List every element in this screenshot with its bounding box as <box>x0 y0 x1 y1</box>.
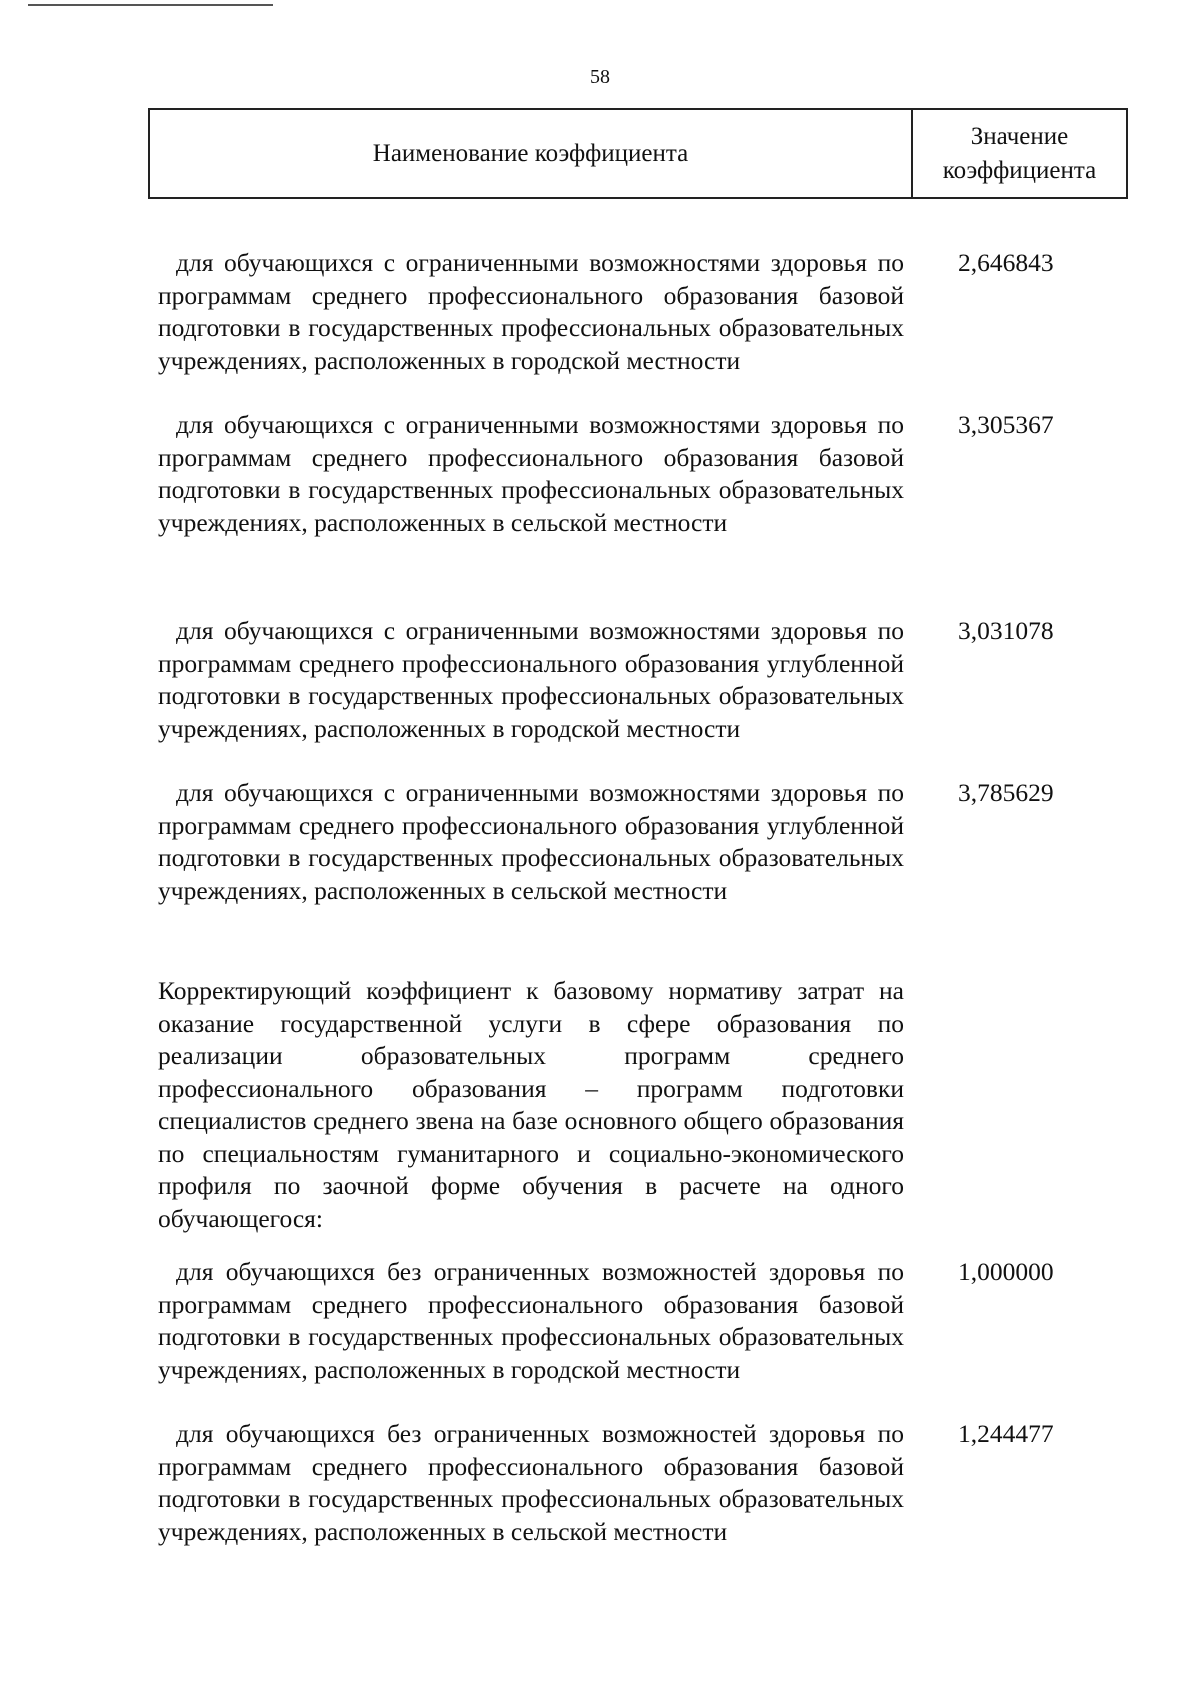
coefficient-row <box>158 1256 1118 1386</box>
coefficient-description: для обучающихся без ограниченных возможностей здоровья по программам среднего профессионального образования базовой подготовки в государственных профессиональных образовательных учреждениях, расположенных в сельской местности <box>158 1419 904 1546</box>
coefficient-description: для обучающихся с ограниченными возможностями здоровья по программам среднего профессионального образования базовой подготовки в государственных профессиональных образовательных учреждениях, расположенных в сельской местности <box>158 410 904 537</box>
coefficient-value: 3,031078 <box>958 616 1054 645</box>
coefficient-description: для обучающихся с ограниченными возможностями здоровья по программам среднего профессионального образования базовой подготовки в государственных профессиональных образовательных учреждениях, расположенных в городской местности <box>158 248 904 375</box>
coefficient-value: 1,000000 <box>958 1257 1054 1286</box>
coefficient-row <box>158 409 1118 539</box>
page-number: 58 <box>590 66 610 88</box>
coefficient-description: для обучающихся с ограниченными возможностями здоровья по программам среднего профессионального образования углубленной подготовки в государственных профессиональных образовательных учреждениях, расположенных в сельской местности <box>158 778 904 905</box>
coefficient-row <box>158 777 1118 907</box>
table-header <box>148 108 1128 199</box>
scan-edge-line <box>28 4 273 6</box>
header-name-label: Наименование коэффициента <box>150 110 913 197</box>
coefficient-value: 3,785629 <box>958 778 1054 807</box>
section-heading-paragraph: Корректирующий коэффициент к базовому нормативу затрат на оказание государственной услуги в сфере образования по реализации образовательных программ среднего профессионального образования – программ подготовки специалистов среднего звена на базе основного общего образования по специальностям гуманитарного и социально-экономического профиля по заочной форме обучения в расчете на одного обучающегося: <box>158 976 904 1233</box>
coefficient-value: 1,244477 <box>958 1419 1054 1448</box>
coefficient-row <box>158 247 1118 377</box>
coefficient-row <box>158 615 1118 745</box>
coefficient-value: 2,646843 <box>958 248 1054 277</box>
header-value-label: Значение коэффициента <box>942 122 1097 184</box>
coefficient-row <box>158 1418 1118 1548</box>
coefficient-description: для обучающихся с ограниченными возможностями здоровья по программам среднего профессионального образования углубленной подготовки в государственных профессиональных образовательных учреждениях, расположенных в городской местности <box>158 616 904 743</box>
coefficient-description: для обучающихся без ограниченных возможностей здоровья по программам среднего профессионального образования базовой подготовки в государственных профессиональных образовательных учреждениях, расположенных в городской местности <box>158 1257 904 1384</box>
coefficient-value: 3,305367 <box>958 410 1054 439</box>
